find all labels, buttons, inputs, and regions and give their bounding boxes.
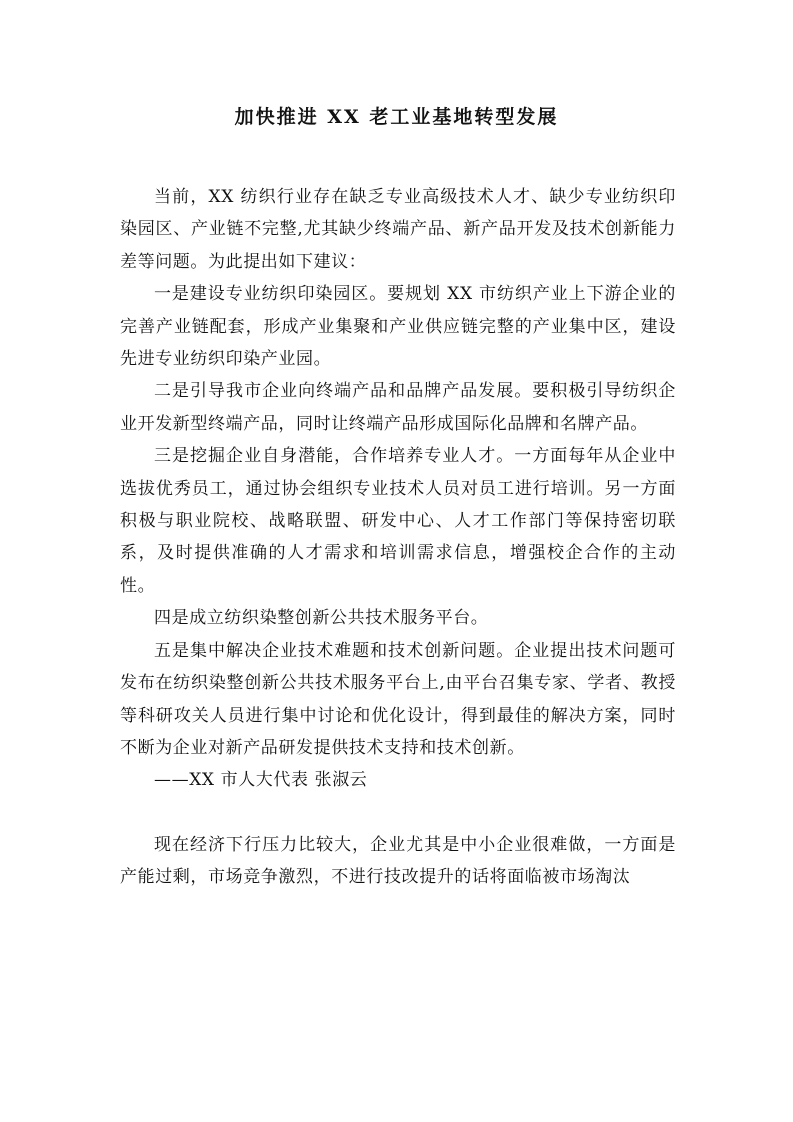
suggestion-four-paragraph: 四是成立纺织染整创新公共技术服务平台。 [154, 608, 489, 629]
suggestion-two-paragraph: 二是引导我市企业向终端产品和品牌产品发展。要积极引导纺织企业开发新型终端产品，同时让终端产品形成国际化品牌和名牌产品。 [120, 381, 676, 434]
signature-line: ——XX 市人大代表 张淑云 [154, 770, 368, 791]
suggestion-one-paragraph: 一是建设专业纺织印染园区。要规划 XX 市纺织产业上下游企业的完善产业链配套，形成产业集聚和产业供应链完整的产业集中区，建设先进专业纺织印染产业园。 [120, 284, 676, 370]
paragraph-spacer [120, 797, 676, 829]
suggestion-five-paragraph: 五是集中解决企业技术难题和技术创新问题。企业提出技术问题可发布在纺织染整创新公共技术服务平台上,由平台召集专家、学者、教授等科研攻关人员进行集中讨论和优化设计，得到最佳的解决方案，同时不断为企业对新产品研发提供技术支持和技术创新。 [120, 640, 676, 758]
document-title: 加快推进 XX 老工业基地转型发展 [234, 106, 559, 128]
intro-paragraph: 当前，XX 纺织行业存在缺乏专业高级技术人才、缺少专业纺织印染园区、产业链不完整,尤其缺少终端产品、新产品开发及技术创新能力差等问题。为此提出如下建议： [120, 187, 676, 272]
second-section-paragraph: 现在经济下行压力比较大，企业尤其是中小企业很难做，一方面是产能过剩，市场竞争激烈，不进行技改提升的话将面临被市场淘汰 [120, 834, 676, 888]
document-body [120, 181, 676, 894]
suggestion-three-paragraph: 三是挖掘企业自身潜能，合作培养专业人才。一方面每年从企业中选拔优秀员工，通过协会组织专业技术人员对员工进行培训。另一方面积极与职业院校、战略联盟、研发中心、人才工作部门等保持密切联系，及时提供准确的人才需求和培训需求信息，增强校企合作的主动性。 [120, 446, 676, 596]
